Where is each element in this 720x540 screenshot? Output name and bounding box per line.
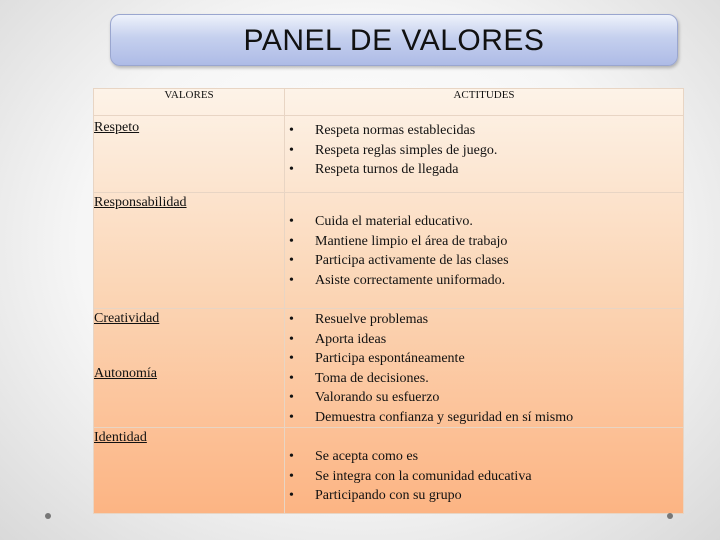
attitude-cell <box>285 116 684 193</box>
list-item: • Aporta ideas <box>285 330 683 350</box>
list-item: • Participando con su grupo <box>285 486 683 506</box>
list-item: • Demuestra confianza y seguridad en sí mismo <box>285 408 683 428</box>
header-valores: VALORES <box>94 89 285 116</box>
attitude-cell <box>285 309 684 428</box>
list-item: • Se integra con la comunidad educativa <box>285 467 683 487</box>
list-item: • Resuelve problemas <box>285 310 683 330</box>
value-cell <box>94 116 285 193</box>
attitude-list <box>285 447 683 506</box>
table-row <box>94 193 684 309</box>
table-row <box>94 116 684 193</box>
title-banner <box>110 14 678 66</box>
table-row <box>94 428 684 514</box>
values-table <box>93 88 684 514</box>
corner-dot-left <box>45 513 51 519</box>
attitude-list <box>285 212 683 290</box>
table-row <box>94 309 684 428</box>
list-item: • Participa espontáneamente <box>285 349 683 369</box>
header-actitudes: ACTITUDES <box>285 89 684 116</box>
list-item: • Respeta normas establecidas <box>285 121 683 141</box>
list-item: • Asiste correctamente uniformado. <box>285 271 683 291</box>
value-label: Autonomía <box>94 366 157 381</box>
list-item: • Mantiene limpio el área de trabajo <box>285 232 683 252</box>
corner-dot-right <box>667 513 673 519</box>
list-item: • Respeta turnos de llegada <box>285 160 683 180</box>
value-cell <box>94 193 285 309</box>
attitude-cell <box>285 428 684 514</box>
list-item: • Se acepta como es <box>285 447 683 467</box>
value-label: Respeto <box>94 120 140 135</box>
list-item: • Toma de decisiones. <box>285 369 683 389</box>
page-title: PANEL DE VALORES <box>243 24 545 57</box>
value-cell <box>94 428 285 514</box>
table-header-row <box>94 89 684 116</box>
list-item: • Participa activamente de las clases <box>285 251 683 271</box>
list-item: • Valorando su esfuerzo <box>285 388 683 408</box>
value-label: Identidad <box>94 430 147 445</box>
attitude-cell <box>285 193 684 309</box>
value-cell <box>94 309 285 428</box>
value-label: Responsabilidad <box>94 195 187 210</box>
attitude-list <box>285 121 683 180</box>
list-item: • Respeta reglas simples de juego. <box>285 141 683 161</box>
list-item: • Cuida el material educativo. <box>285 212 683 232</box>
attitude-list <box>285 310 683 427</box>
value-label: Creatividad <box>94 311 160 326</box>
